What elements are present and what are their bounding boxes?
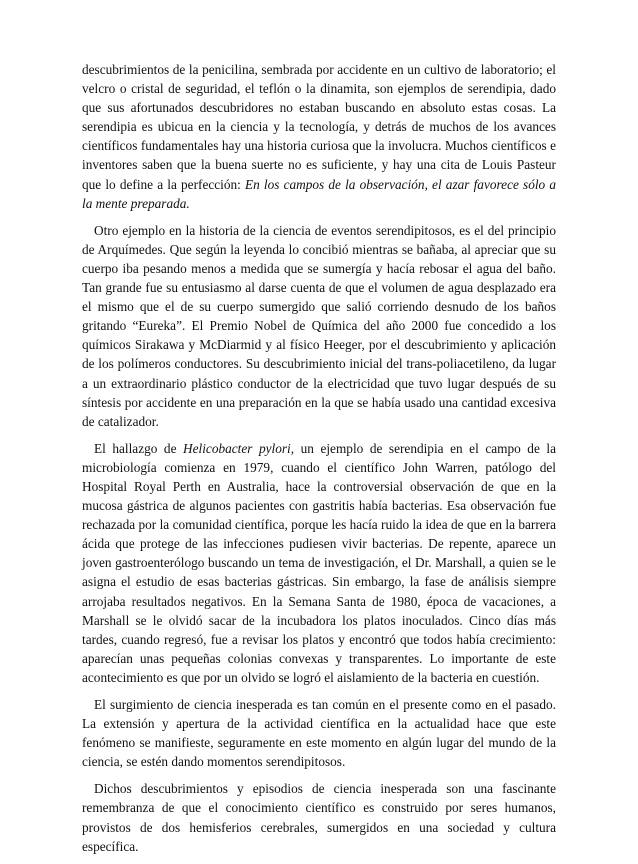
paragraph-5-text: Dichos descubrimientos y episodios de ciencia inesperada son una fascinante remembranza de que el conocimiento científico es construido por seres humanos, provistos de dos hemisferios cerebrales, sumergidos en una sociedad y cultura específica. [82,781,556,854]
paragraph-3-text: un ejemplo de serendipia en el campo de la microbiología comienza en 1979, cuando el científico John Warren, patólogo del Hospital Royal Perth en Australia, hace la controversial observación de que en la mucosa gástrica de algunos pacientes con gastritis había bacterias. Esa observación fue rechazada por la comunidad científica, porque les hacía ruido la idea de que en la barrera ácida que protege de las infecciones pudiesen vivir bacterias. De repente, aparece un joven gastroenterólogo buscando un tema de investigación, el Dr. Marshall, a quien se le asigna el estudio de esas bacterias gástricas. Sin embargo, la fase de análisis siempre arrojaba resultados negativos. En la Semana Santa de 1980, época de vacaciones, a Marshall se le olvidó sacar de la incubadora los platos inoculados. Cinco días más tardes, cuando regresó, fue a revisar los platos y encontró que todos había crecimiento: aparecían unas pequeñas colonias convexas y transparentes. Lo importante de este acontecimiento es que por un olvido se logró el aislamiento de la bacteria en cuestión. [82,440,556,685]
pasteur-quote: En los campos de la observación, el azar favorece sólo a la mente preparada. [82,176,556,211]
paragraph-2-text: Otro ejemplo en la historia de la ciencia de eventos serendipitosos, es el del principio de Arquímedes. Que según la leyenda lo concibió mientras se bañaba, al apreciar que su cuerpo iba pesando menos a medida que se sumergía y hacía rebosar el agua del baño. Tan grande fue su entusiasmo al darse cuenta de que el volumen de agua desplazado era el mismo que el de su cuerpo sumergido que salió corriendo desnudo de los baños gritando “Eureka”. El Premio Nobel de Química del año 2000 fue concedido a los químicos Sirakawa y McDiarmid y al físico Heeger, por el descubrimiento y aplicación de los polímeros conductores. Su descubrimiento inicial del trans-poliacetileno, da lugar a un extraordinario plástico conductor de la electricidad que tuvo lugar después de su síntesis por accidente en una preparación en la que se había usado una cantidad excesiva de catalizador. [82,222,556,429]
document-page [82,60,556,864]
paragraph-4-text: El surgimiento de ciencia inesperada es tan común en el presente como en el pasado. La extensión y apertura de la actividad científica en la actualidad hace que este fenómeno se manifieste, seguramente en este momento en algún lugar del mundo de la ciencia, se estén dando momentos serendipitosos. [82,697,556,770]
species-name: Helicobacter pylori, [183,440,295,456]
paragraph-3 [82,439,556,687]
paragraph-3-lead: El hallazgo de [94,440,184,456]
paragraph-1-text: descubrimientos de la penicilina, sembrada por accidente en un cultivo de laboratorio; el velcro o cristal de seguridad, el teflón o la dinamita, son ejemplos de serendipia, dado que sus afortunados descubridores no estaban buscando en absoluto estas cosas. La serendipia es ubicua en la ciencia y la tecnología, y detrás de muchos de los avances científicos fundamentales hay una historia curiosa que la involucra. Muchos científicos e inventores saben que la buena suerte no es suficiente, y hay una cita de Louis Pasteur que lo define a la perfección: [82,62,556,192]
paragraph-4 [82,695,556,771]
paragraph-1 [82,60,556,213]
paragraph-2 [82,221,556,431]
paragraph-5 [82,779,556,855]
